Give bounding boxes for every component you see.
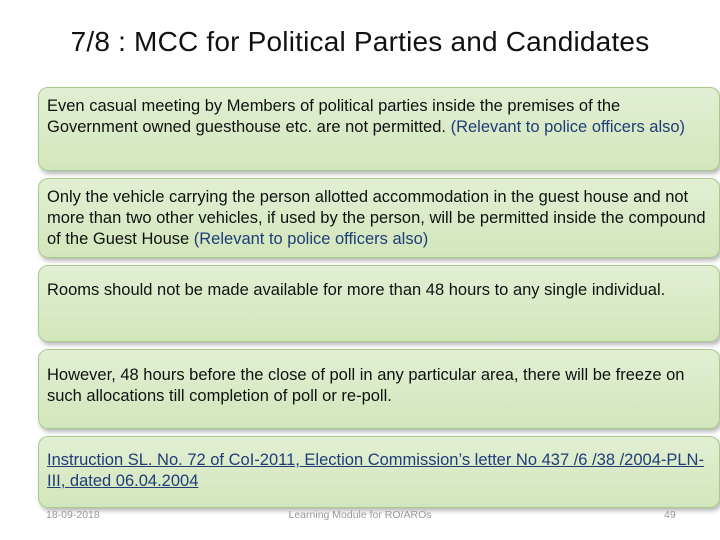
footer-page-number: 49 bbox=[664, 509, 676, 521]
point-text: Rooms should not be made available for more than 48 hours to any single individual. bbox=[47, 281, 666, 299]
footer-date: 18-09-2018 bbox=[46, 509, 100, 521]
point-card-4 bbox=[38, 349, 720, 429]
point-text: However, 48 hours before the close of poll in any particular area, there will be freeze on such allocations till completion of poll or re-poll. bbox=[47, 366, 685, 405]
point-highlight: (Relevant to police officers also) bbox=[193, 230, 429, 248]
point-highlight: (Relevant to police officers also) bbox=[450, 118, 686, 136]
footer-center-text: Learning Module for RO/AROs bbox=[288, 509, 432, 521]
point-card-1 bbox=[38, 87, 720, 171]
point-card-2 bbox=[38, 178, 720, 258]
point-card-5 bbox=[38, 436, 720, 508]
instruction-reference-link[interactable]: Instruction SL. No. 72 of CoI-2011, Election Commission’s letter No 437 /6 /38 /2004-PLN-III, dated 06.04.2004 bbox=[47, 451, 704, 490]
point-text: Only the vehicle carrying the person allotted accommodation in the guest house and not more than two other vehicles, if used by the person, will be permitted inside the compound of the Guest House bbox=[47, 188, 706, 248]
point-text: Even casual meeting by Members of political parties inside the premises of the Government owned guesthouse etc. are not permitted. bbox=[47, 97, 621, 136]
slide-title: 7/8 : MCC for Political Parties and Candidates bbox=[70, 26, 650, 57]
point-card-3 bbox=[38, 265, 720, 342]
